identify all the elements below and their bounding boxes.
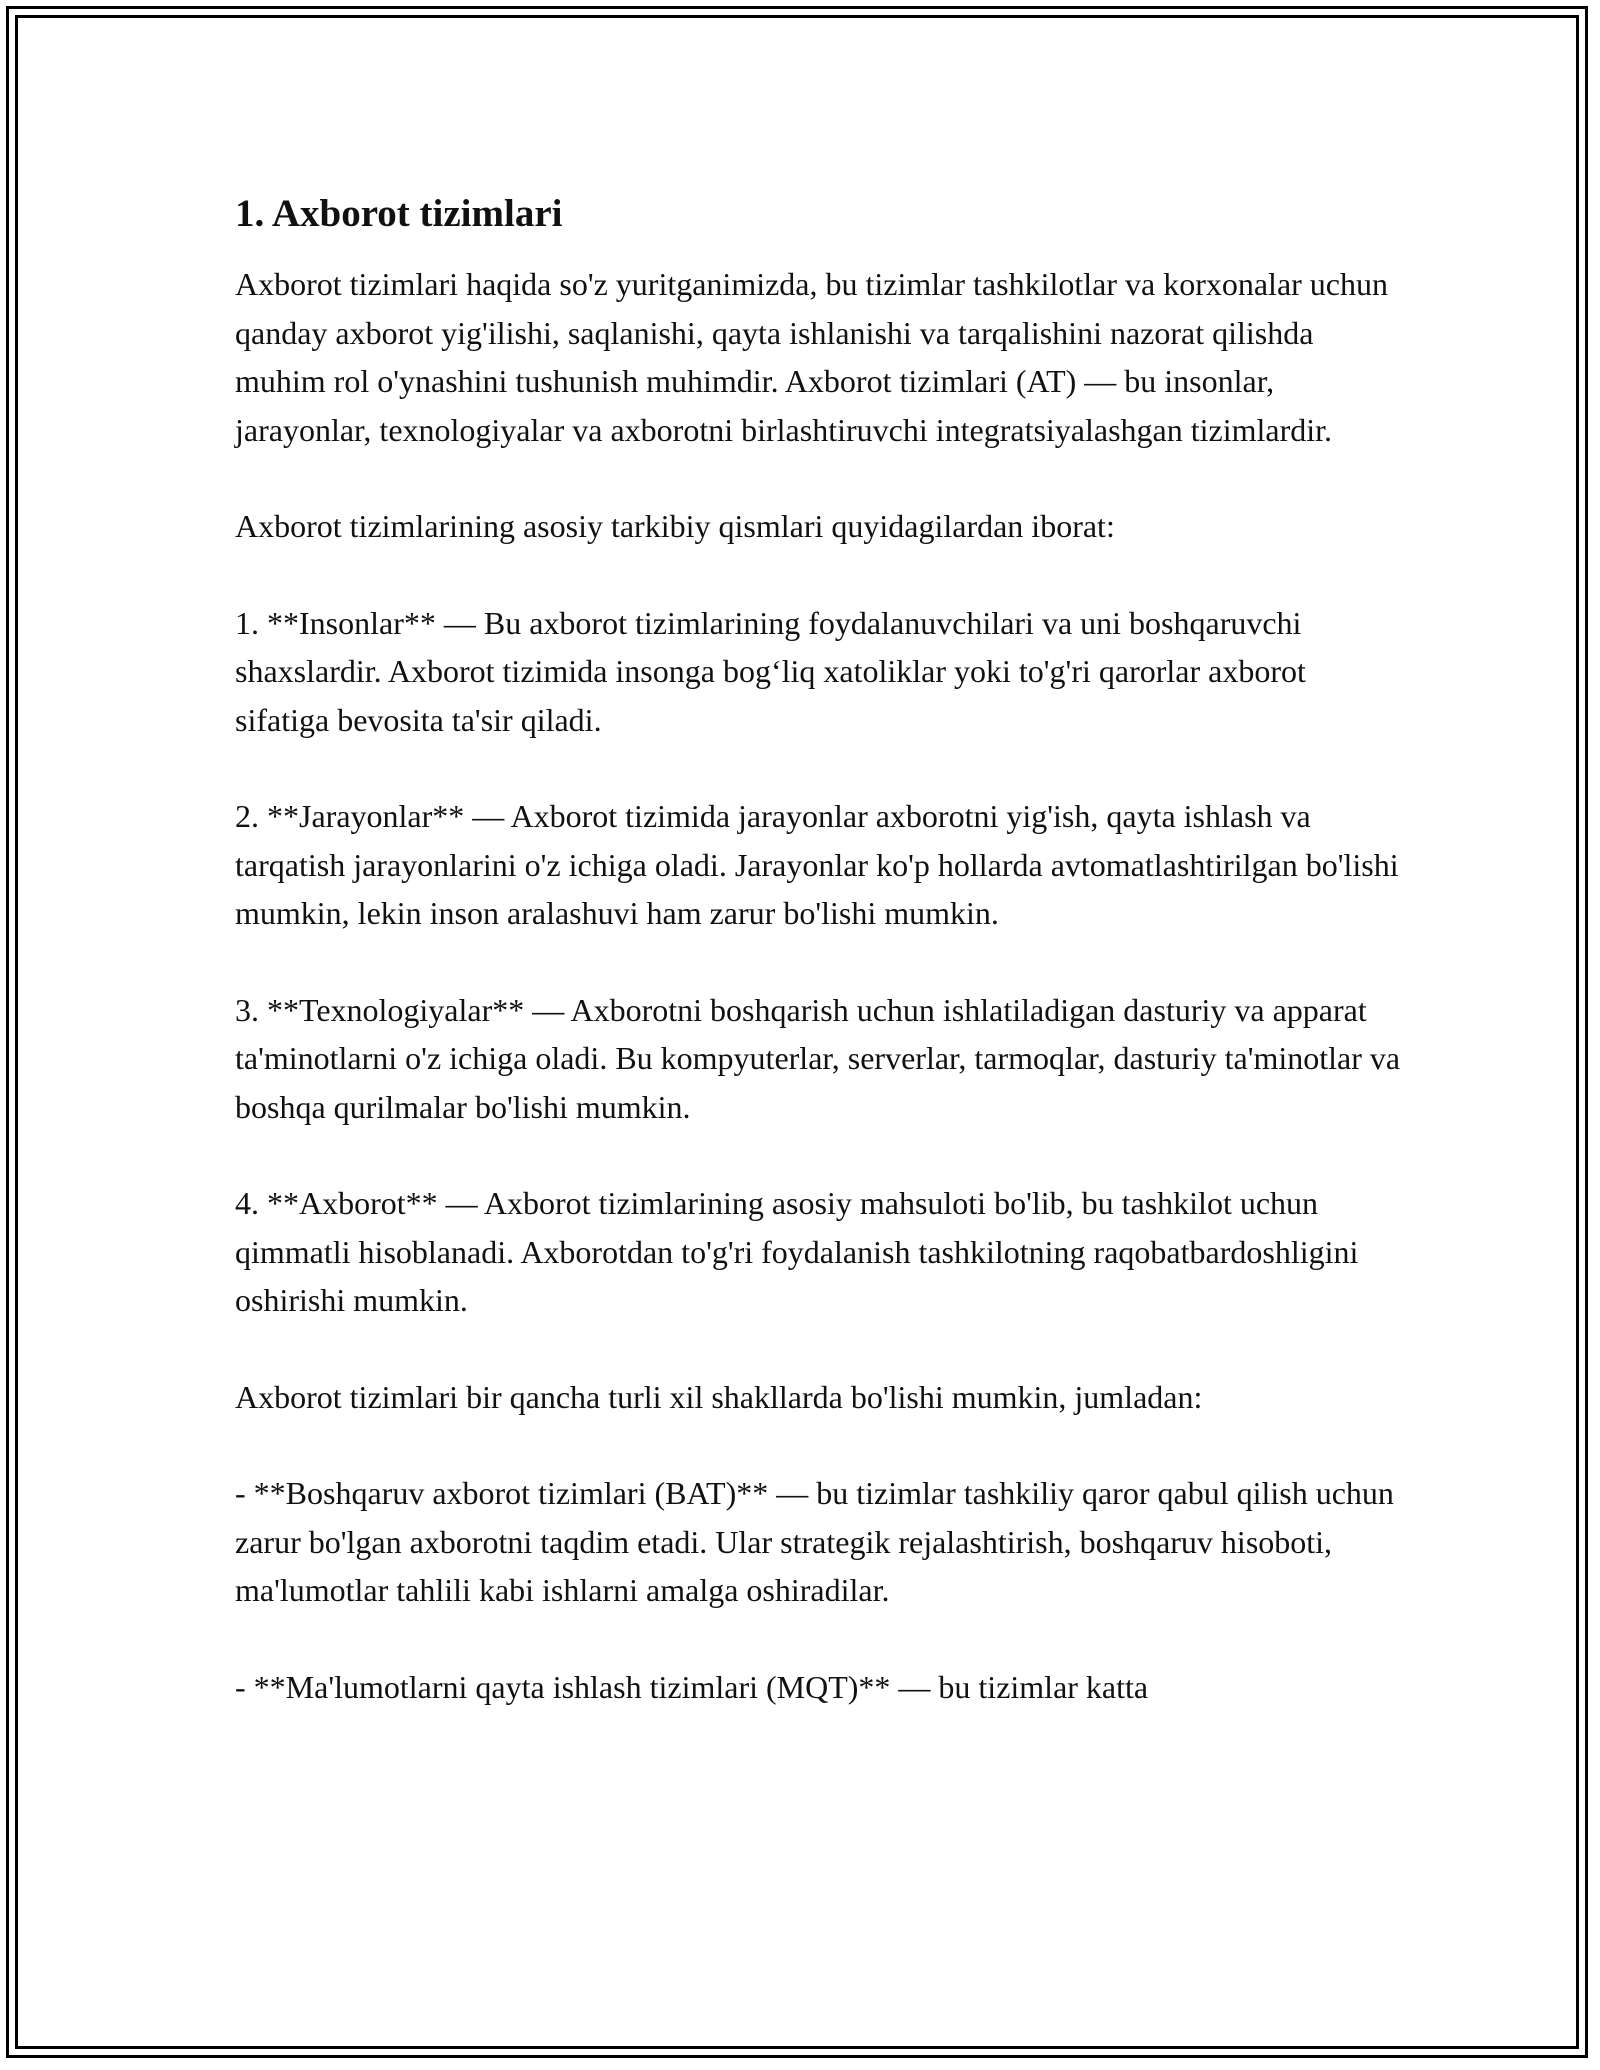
- component-information-paragraph: 4. **Axborot** — Axborot tizimlarining asosiy mahsuloti bo'lib, bu tashkilot uchun qimmatli hisoblanadi. Axborotdan to'g'ri foydalanish tashkilotning raqobatbardoshligini oshirishi mumkin.: [235, 1185, 1359, 1318]
- document-body: [235, 186, 1405, 1759]
- types-intro-paragraph: Axborot tizimlari bir qancha turli xil shakllarda bo'lishi mumkin, jumladan:: [235, 1378, 1203, 1415]
- components-intro-paragraph: Axborot tizimlarining asosiy tarkibiy qismlari quyidagilardan iborat:: [235, 508, 1115, 544]
- component-processes-paragraph: 2. **Jarayonlar** — Axborot tizimida jarayonlar axborotni yig'ish, qayta ishlash va tarqatish jarayonlarini o'z ichiga oladi. Jarayonlar ko'p hollarda avtomatlashtirilgan bo'lishi mumkin, lekin inson aralashuvi ham zarur bo'lishi mumkin.: [235, 798, 1399, 931]
- section-heading: 1. Axborot tizimlari: [235, 192, 563, 235]
- type-bat-paragraph: - **Boshqaruv axborot tizimlari (BAT)** — bu tizimlar tashkiliy qaror qabul qilish uchun zarur bo'lgan axborotni taqdim etadi. Ular strategik rejalashtirish, boshqaruv hisoboti, ma'lumotlar tahlili kabi ishlarni amalga oshiradilar.: [235, 1475, 1394, 1608]
- component-people-paragraph: 1. **Insonlar** — Bu axborot tizimlarining foydalanuvchilari va uni boshqaruvchi shaxslardir. Axborot tizimida insonga bog‘liq xatoliklar yoki to'g'ri qarorlar axborot sifatiga bevosita ta'sir qiladi.: [235, 604, 1306, 738]
- type-mqt-paragraph: - **Ma'lumotlarni qayta ishlash tizimlari (MQT)** — bu tizimlar katta: [235, 1668, 1149, 1705]
- component-technologies-paragraph: 3. **Texnologiyalar** — Axborotni boshqarish uchun ishlatiladigan dasturiy va apparat ta'minotlarni o'z ichiga oladi. Bu kompyuterlar, serverlar, tarmoqlar, dasturiy ta'minotlar va boshqa qurilmalar bo'lishi mumkin.: [235, 991, 1401, 1125]
- intro-paragraph: Axborot tizimlari haqida so'z yuritganimizda, bu tizimlar tashkilotlar va korxonalar uchun qanday axborot yig'ilishi, saqlanishi, qayta ishlanishi va tarqalishini nazorat qilishda muhim rol o'ynashini tushunish muhimdir. Axborot tizimlari (AT) — bu insonlar, jarayonlar, texnologiyalar va axborotni birlashtiruvchi integratsiyalashgan tizimlardir.: [235, 266, 1388, 448]
